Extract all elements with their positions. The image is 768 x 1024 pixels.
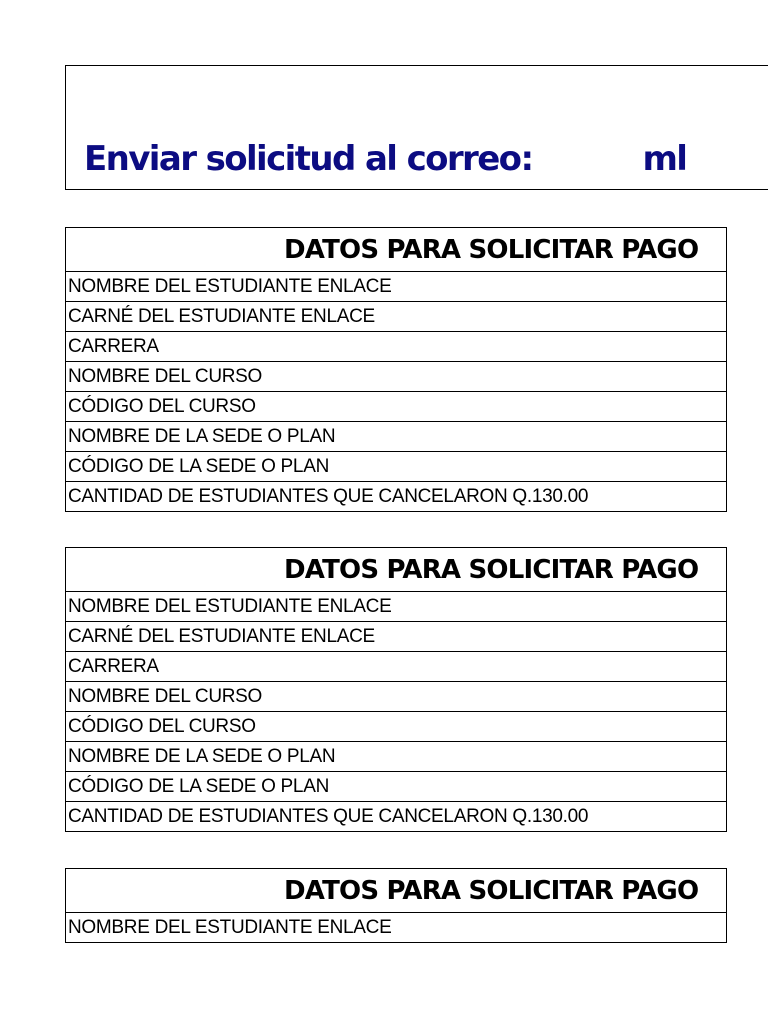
form-row-course-code: CÓDIGO DEL CURSO <box>65 391 727 421</box>
form-row-student-id: CARNÉ DEL ESTUDIANTE ENLACE <box>65 301 727 331</box>
form-row-campus-name: NOMBRE DE LA SEDE O PLAN <box>65 741 727 771</box>
payment-form-2 <box>65 547 727 832</box>
form-row-campus-code: CÓDIGO DE LA SEDE O PLAN <box>65 451 727 481</box>
form-row-student-count: CANTIDAD DE ESTUDIANTES QUE CANCELARON Q.130.00 <box>65 801 727 832</box>
form-row-career: CARRERA <box>65 331 727 361</box>
form-row-student-count: CANTIDAD DE ESTUDIANTES QUE CANCELARON Q.130.00 <box>65 481 727 512</box>
form-row-student-name: NOMBRE DEL ESTUDIANTE ENLACE <box>65 912 727 943</box>
form-row-campus-name: NOMBRE DE LA SEDE O PLAN <box>65 421 727 451</box>
form-row-student-name: NOMBRE DEL ESTUDIANTE ENLACE <box>65 591 727 621</box>
email-fragment: ml <box>642 139 687 179</box>
header-line <box>84 139 687 179</box>
form-title: DATOS PARA SOLICITAR PAGO <box>65 547 727 591</box>
form-row-student-id: CARNÉ DEL ESTUDIANTE ENLACE <box>65 621 727 651</box>
payment-form-1 <box>65 227 727 512</box>
header-label: Enviar solicitud al correo: <box>84 139 533 179</box>
form-row-course-name: NOMBRE DEL CURSO <box>65 681 727 711</box>
header-box <box>65 65 768 190</box>
form-row-campus-code: CÓDIGO DE LA SEDE O PLAN <box>65 771 727 801</box>
form-row-course-name: NOMBRE DEL CURSO <box>65 361 727 391</box>
form-title: DATOS PARA SOLICITAR PAGO <box>65 868 727 912</box>
form-title: DATOS PARA SOLICITAR PAGO <box>65 227 727 271</box>
form-row-career: CARRERA <box>65 651 727 681</box>
payment-form-3 <box>65 868 727 943</box>
form-row-student-name: NOMBRE DEL ESTUDIANTE ENLACE <box>65 271 727 301</box>
form-row-course-code: CÓDIGO DEL CURSO <box>65 711 727 741</box>
